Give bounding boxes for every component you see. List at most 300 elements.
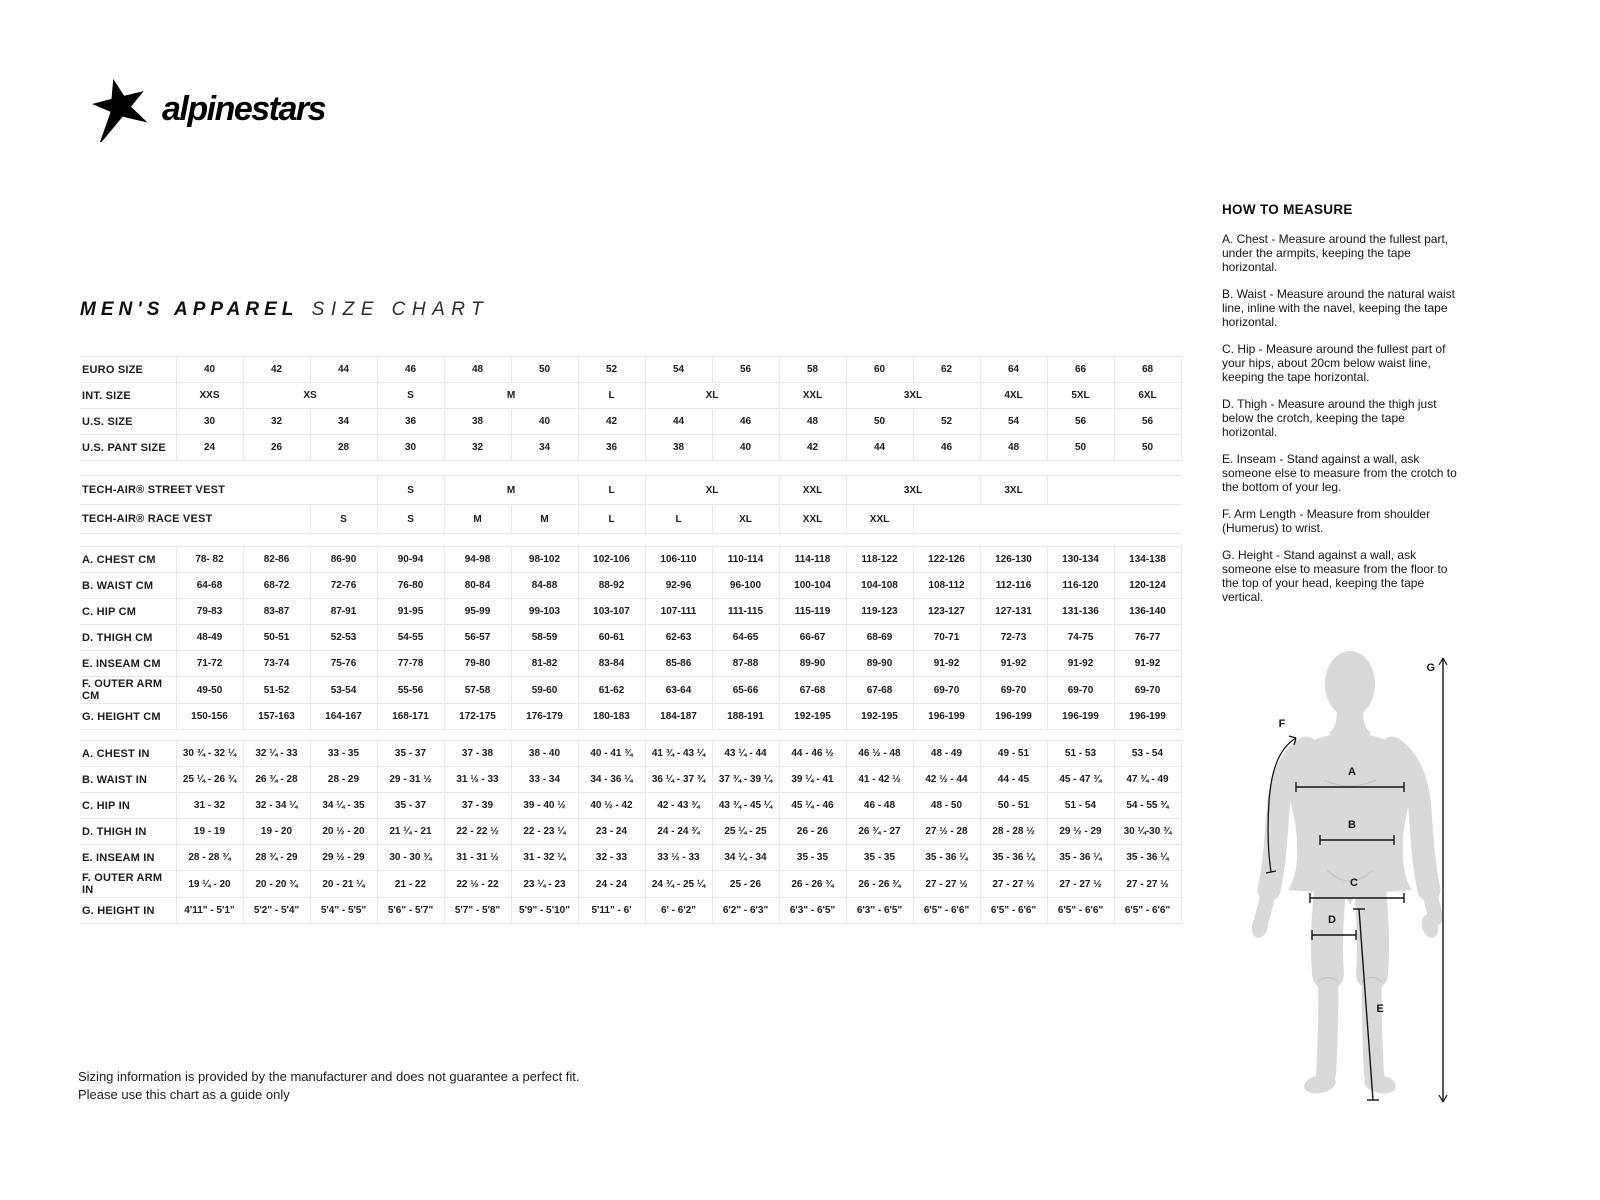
- size-cell: 69-70: [980, 677, 1047, 704]
- how-to-measure-item: A. Chest - Measure around the fullest part, under the armpits, keeping the tape horizontal.: [1222, 232, 1449, 274]
- size-cell: 83-87: [243, 599, 310, 625]
- size-cell: 48 - 50: [913, 793, 980, 819]
- size-cell: 56-57: [444, 625, 511, 651]
- size-cell: 91-92: [1114, 651, 1181, 677]
- size-cell: 66: [1047, 357, 1114, 383]
- size-cell: 127-131: [980, 599, 1047, 625]
- size-cell: 196-199: [913, 704, 980, 730]
- size-cell: 23 ¼ - 23: [511, 871, 578, 898]
- size-cell: 90-94: [377, 547, 444, 573]
- size-cell: 22 ½ - 22: [444, 871, 511, 898]
- how-to-measure-panel: [1222, 202, 1459, 617]
- footer-line-1: Sizing information is provided by the manufacturer and does not guarantee a perfect fit.: [78, 1069, 580, 1084]
- size-cell: 73-74: [243, 651, 310, 677]
- size-cell: S: [377, 383, 444, 409]
- size-cell: 44: [846, 435, 913, 461]
- inseam-label: E: [1376, 1003, 1384, 1015]
- size-cell: 26: [243, 435, 310, 461]
- row-label: TECH-AIR® RACE VEST: [80, 505, 310, 534]
- size-cell: 50: [511, 357, 578, 383]
- how-to-measure-item: D. Thigh - Measure around the thigh just below the crotch, keeping the tape horizontal.: [1222, 397, 1437, 439]
- size-cell: 25 ¼ - 26 ¾: [176, 767, 243, 793]
- size-cell: 77-78: [377, 651, 444, 677]
- size-cell: 42 ½ - 44: [913, 767, 980, 793]
- size-cell: 102-106: [578, 547, 645, 573]
- size-cell: 26 ¾ - 28: [243, 767, 310, 793]
- size-cell: XL: [645, 476, 779, 505]
- size-cell: 44 - 45: [980, 767, 1047, 793]
- size-cell: 188-191: [712, 704, 779, 730]
- size-cell: 50: [1047, 435, 1114, 461]
- size-cell: M: [511, 505, 578, 534]
- size-cell: 48 - 49: [913, 741, 980, 767]
- size-cell: 25 ¼ - 25: [712, 819, 779, 845]
- size-cell: 196-199: [980, 704, 1047, 730]
- size-cell: 26 ¾ - 27: [846, 819, 913, 845]
- size-cell: 94-98: [444, 547, 511, 573]
- size-cell: 42: [243, 357, 310, 383]
- size-cell: XXL: [779, 383, 846, 409]
- row-label: B. WAIST IN: [80, 767, 176, 793]
- size-cell: 40: [176, 357, 243, 383]
- size-cell: 37 - 39: [444, 793, 511, 819]
- size-cell: 5'7" - 5'8": [444, 898, 511, 924]
- size-cell: 34 - 36 ¼: [578, 767, 645, 793]
- table-row: [80, 505, 1181, 534]
- size-cell: 21 - 22: [377, 871, 444, 898]
- thigh-label: D: [1328, 914, 1336, 926]
- size-cell: 26 - 26 ¾: [846, 871, 913, 898]
- size-cell: 34 ¼ - 35: [310, 793, 377, 819]
- size-cell: 53 - 54: [1114, 741, 1181, 767]
- size-cell: 64-65: [712, 625, 779, 651]
- size-cell: 100-104: [779, 573, 846, 599]
- size-cell: 5'11" - 6': [578, 898, 645, 924]
- size-cell: 32 - 33: [578, 845, 645, 871]
- size-cell: 79-80: [444, 651, 511, 677]
- size-cell: 33 - 34: [511, 767, 578, 793]
- size-cell: 35 - 36 ¼: [1047, 845, 1114, 871]
- size-cell: 68-69: [846, 625, 913, 651]
- size-cell: 69-70: [913, 677, 980, 704]
- size-cell: 54-55: [377, 625, 444, 651]
- table-row: [80, 625, 1181, 651]
- size-cell: 83-84: [578, 651, 645, 677]
- size-cell: 23 - 24: [578, 819, 645, 845]
- size-cell: 42: [578, 409, 645, 435]
- size-cell: 53-54: [310, 677, 377, 704]
- table-row: [80, 677, 1181, 704]
- size-cell: 46 - 48: [846, 793, 913, 819]
- size-cell: 44: [645, 409, 712, 435]
- size-cell: 91-92: [980, 651, 1047, 677]
- size-cell: 58: [779, 357, 846, 383]
- size-cell: 5'6" - 5'7": [377, 898, 444, 924]
- size-cell: 6'5" - 6'6": [913, 898, 980, 924]
- size-cell: 38: [444, 409, 511, 435]
- size-cell: XL: [712, 505, 779, 534]
- chest-label: A: [1348, 766, 1356, 778]
- table-row: [80, 871, 1181, 898]
- size-cell: 49-50: [176, 677, 243, 704]
- size-cell: 196-199: [1047, 704, 1114, 730]
- size-cell: L: [578, 505, 645, 534]
- size-cell: 62-63: [645, 625, 712, 651]
- size-cell: 60-61: [578, 625, 645, 651]
- size-cell: 63-64: [645, 677, 712, 704]
- size-cell: 41 ¾ - 43 ¼: [645, 741, 712, 767]
- size-cell: [1047, 476, 1181, 505]
- size-cell: XS: [243, 383, 377, 409]
- size-cell: 26 - 26: [779, 819, 846, 845]
- size-table-inches: [80, 740, 1182, 924]
- row-label: INT. SIZE: [80, 383, 176, 409]
- row-label: G. HEIGHT CM: [80, 704, 176, 730]
- arm-length-label: F: [1278, 718, 1286, 730]
- size-cell: 35 - 35: [846, 845, 913, 871]
- row-label: U.S. SIZE: [80, 409, 176, 435]
- size-cell: M: [444, 383, 578, 409]
- size-cell: 3XL: [846, 476, 980, 505]
- row-label: TECH-AIR® STREET VEST: [80, 476, 377, 505]
- size-cell: 60: [846, 357, 913, 383]
- size-cell: 35 - 37: [377, 741, 444, 767]
- size-cell: 41 - 42 ½: [846, 767, 913, 793]
- size-cell: 86-90: [310, 547, 377, 573]
- size-cell: 46 ½ - 48: [846, 741, 913, 767]
- size-cell: 40: [511, 409, 578, 435]
- size-cell: 36 ¼ - 37 ¾: [645, 767, 712, 793]
- size-cell: 64: [980, 357, 1047, 383]
- size-cell: 21 ¼ - 21: [377, 819, 444, 845]
- size-cell: 95-99: [444, 599, 511, 625]
- table-row: [80, 819, 1181, 845]
- size-cell: 39 - 40 ½: [511, 793, 578, 819]
- size-cell: 5'9" - 5'10": [511, 898, 578, 924]
- size-cell: 131-136: [1047, 599, 1114, 625]
- table-row: [80, 845, 1181, 871]
- row-label: A. CHEST CM: [80, 547, 176, 573]
- size-cell: 76-77: [1114, 625, 1181, 651]
- size-cell: 6'5" - 6'6": [980, 898, 1047, 924]
- size-cell: 6'5" - 6'6": [1114, 898, 1181, 924]
- size-cell: 49 - 51: [980, 741, 1047, 767]
- size-cell: 184-187: [645, 704, 712, 730]
- table-row: [80, 767, 1181, 793]
- size-cell: XXL: [779, 476, 846, 505]
- size-cell: 30 ¼-30 ¾: [1114, 819, 1181, 845]
- size-cell: 54 - 55 ¾: [1114, 793, 1181, 819]
- size-cell: 43 ¾ - 45 ¼: [712, 793, 779, 819]
- size-cell: 37 - 38: [444, 741, 511, 767]
- size-cell: 5'4" - 5'5": [310, 898, 377, 924]
- size-cell: 48-49: [176, 625, 243, 651]
- size-cell: 37 ¾ - 39 ¼: [712, 767, 779, 793]
- table-row: [80, 599, 1181, 625]
- size-cell: 20 - 20 ¾: [243, 871, 310, 898]
- size-cell: 36: [578, 435, 645, 461]
- row-label: U.S. PANT SIZE: [80, 435, 176, 461]
- height-label: G: [1426, 662, 1435, 674]
- size-cell: 28: [310, 435, 377, 461]
- size-cell: 56: [712, 357, 779, 383]
- size-cell: 61-62: [578, 677, 645, 704]
- size-cell: 6'3" - 6'5": [779, 898, 846, 924]
- how-to-measure-item: G. Height - Stand against a wall, ask someone else to measure from the floor to the top of your head, keeping the tape vertical.: [1222, 548, 1448, 604]
- size-cell: 52-53: [310, 625, 377, 651]
- table-row: [80, 898, 1181, 924]
- size-cell: 22 - 22 ½: [444, 819, 511, 845]
- size-cell: 20 - 21 ¼: [310, 871, 377, 898]
- how-to-measure-items: [1222, 232, 1459, 604]
- size-cell: 107-111: [645, 599, 712, 625]
- row-label: EURO SIZE: [80, 357, 176, 383]
- size-cell: 112-116: [980, 573, 1047, 599]
- size-cell: 31 ½ - 33: [444, 767, 511, 793]
- size-cell: 62: [913, 357, 980, 383]
- size-cell: 48: [980, 435, 1047, 461]
- size-cell: 71-72: [176, 651, 243, 677]
- size-cell: 114-118: [779, 547, 846, 573]
- size-cell: 30 - 30 ¾: [377, 845, 444, 871]
- size-cell: 28 - 28 ½: [980, 819, 1047, 845]
- size-cell: S: [310, 505, 377, 534]
- size-cell: 157-163: [243, 704, 310, 730]
- size-cell: 58-59: [511, 625, 578, 651]
- size-cell: 42: [779, 435, 846, 461]
- size-cell: 176-179: [511, 704, 578, 730]
- size-cell: 45 ¼ - 46: [779, 793, 846, 819]
- size-cell: XXL: [779, 505, 846, 534]
- size-cell: 79-83: [176, 599, 243, 625]
- how-to-measure-title: HOW TO MEASURE: [1222, 202, 1353, 217]
- size-cell: 6'3" - 6'5": [846, 898, 913, 924]
- table-row: [80, 435, 1181, 461]
- size-cell: 34: [310, 409, 377, 435]
- row-label: E. INSEAM IN: [80, 845, 176, 871]
- size-cell: 35 - 35: [779, 845, 846, 871]
- size-cell: 32 ¼ - 33: [243, 741, 310, 767]
- size-cell: 44: [310, 357, 377, 383]
- size-cell: 104-108: [846, 573, 913, 599]
- hip-label: C: [1350, 877, 1358, 889]
- row-label: F. OUTER ARM IN: [80, 871, 176, 898]
- waist-label: B: [1348, 819, 1356, 831]
- row-label: E. INSEAM CM: [80, 651, 176, 677]
- size-cell: 87-88: [712, 651, 779, 677]
- size-cell: 34: [511, 435, 578, 461]
- size-cell: 136-140: [1114, 599, 1181, 625]
- row-label: D. THIGH CM: [80, 625, 176, 651]
- size-cell: 111-115: [712, 599, 779, 625]
- size-cell: 31 - 31 ½: [444, 845, 511, 871]
- size-cell: 98-102: [511, 547, 578, 573]
- size-cell: 110-114: [712, 547, 779, 573]
- size-cell: 80-84: [444, 573, 511, 599]
- size-cell: 103-107: [578, 599, 645, 625]
- size-cell: 115-119: [779, 599, 846, 625]
- size-cell: 72-76: [310, 573, 377, 599]
- size-cell: 6' - 6'2": [645, 898, 712, 924]
- size-cell: 40 - 41 ¾: [578, 741, 645, 767]
- row-label: A. CHEST IN: [80, 741, 176, 767]
- size-cell: 32: [444, 435, 511, 461]
- how-to-measure-item: E. Inseam - Stand against a wall, ask someone else to measure from the crotch to the bottom of your leg.: [1222, 452, 1457, 494]
- size-cell: 92-96: [645, 573, 712, 599]
- size-cell: 192-195: [779, 704, 846, 730]
- size-cell: 29 - 31 ½: [377, 767, 444, 793]
- size-cell: 57-58: [444, 677, 511, 704]
- row-label: B. WAIST CM: [80, 573, 176, 599]
- size-cell: 67-68: [846, 677, 913, 704]
- size-cell: 35 - 36 ¼: [913, 845, 980, 871]
- size-cell: M: [444, 476, 578, 505]
- size-cell: 48: [444, 357, 511, 383]
- size-cell: 89-90: [846, 651, 913, 677]
- size-cell: S: [377, 505, 444, 534]
- row-label: C. HIP CM: [80, 599, 176, 625]
- size-cell: 30: [176, 409, 243, 435]
- footer-note: [78, 1068, 580, 1104]
- table-row: [80, 741, 1181, 767]
- size-cell: 34 ¼ - 34: [712, 845, 779, 871]
- size-cell: 54: [645, 357, 712, 383]
- size-cell: 3XL: [980, 476, 1047, 505]
- size-cell: 4'11" - 5'1": [176, 898, 243, 924]
- size-cell: 122-126: [913, 547, 980, 573]
- size-cell: 116-120: [1047, 573, 1114, 599]
- size-cell: 22 - 23 ¼: [511, 819, 578, 845]
- size-chart: [80, 356, 1181, 924]
- size-cell: 28 - 29: [310, 767, 377, 793]
- size-cell: 5'2" - 5'4": [243, 898, 310, 924]
- size-cell: 27 - 27 ½: [980, 871, 1047, 898]
- size-cell: 28 ¾ - 29: [243, 845, 310, 871]
- size-cell: 20 ½ - 20: [310, 819, 377, 845]
- size-cell: 39 ¼ - 41: [779, 767, 846, 793]
- size-cell: 72-73: [980, 625, 1047, 651]
- size-cell: 120-124: [1114, 573, 1181, 599]
- table-row: [80, 547, 1181, 573]
- size-cell: 51-52: [243, 677, 310, 704]
- size-cell: 134-138: [1114, 547, 1181, 573]
- size-cell: 40: [712, 435, 779, 461]
- size-cell: 19 - 19: [176, 819, 243, 845]
- size-cell: XXL: [846, 505, 913, 534]
- size-cell: 31 - 32: [176, 793, 243, 819]
- size-cell: 70-71: [913, 625, 980, 651]
- size-cell: 84-88: [511, 573, 578, 599]
- table-row: [80, 651, 1181, 677]
- size-cell: S: [377, 476, 444, 505]
- size-cell: 50: [1114, 435, 1181, 461]
- size-cell: 126-130: [980, 547, 1047, 573]
- size-cell: 75-76: [310, 651, 377, 677]
- size-cell: [913, 505, 1181, 534]
- size-cell: 35 - 36 ¼: [980, 845, 1047, 871]
- size-cell: 52: [578, 357, 645, 383]
- size-cell: XL: [645, 383, 779, 409]
- size-cell: 3XL: [846, 383, 980, 409]
- size-cell: 31 - 32 ¼: [511, 845, 578, 871]
- size-cell: 91-92: [1047, 651, 1114, 677]
- row-label: C. HIP IN: [80, 793, 176, 819]
- size-cell: 119-123: [846, 599, 913, 625]
- size-cell: 68-72: [243, 573, 310, 599]
- size-cell: 81-82: [511, 651, 578, 677]
- alpinestars-wordmark: alpinestars: [162, 90, 326, 128]
- size-cell: 89-90: [779, 651, 846, 677]
- page-title-primary: MEN'S APPAREL: [80, 299, 299, 320]
- size-cell: 96-100: [712, 573, 779, 599]
- size-cell: 47 ¾ - 49: [1114, 767, 1181, 793]
- size-cell: 4XL: [980, 383, 1047, 409]
- size-cell: 35 - 36 ¼: [1114, 845, 1181, 871]
- page-title-secondary: SIZE CHART: [311, 299, 490, 320]
- how-to-measure-item: F. Arm Length - Measure from shoulder (Humerus) to wrist.: [1222, 507, 1431, 535]
- size-cell: 43 ¼ - 44: [712, 741, 779, 767]
- size-cell: 74-75: [1047, 625, 1114, 651]
- size-cell: 46: [913, 435, 980, 461]
- size-cell: 91-95: [377, 599, 444, 625]
- table-row: [80, 704, 1181, 730]
- size-cell: M: [444, 505, 511, 534]
- size-cell: 27 - 27 ½: [1047, 871, 1114, 898]
- size-cell: 5XL: [1047, 383, 1114, 409]
- size-cell: 38: [645, 435, 712, 461]
- size-cell: 29 ½ - 29: [310, 845, 377, 871]
- table-row: [80, 383, 1181, 409]
- size-cell: 51 - 54: [1047, 793, 1114, 819]
- size-cell: 91-92: [913, 651, 980, 677]
- size-cell: 24: [176, 435, 243, 461]
- size-table-cm: [80, 546, 1182, 730]
- how-to-measure-item: C. Hip - Measure around the fullest part of your hips, about 20cm below waist line, keeping the tape horizontal.: [1222, 342, 1446, 384]
- alpinestars-logo: [78, 76, 358, 142]
- size-cell: L: [578, 383, 645, 409]
- size-cell: 68: [1114, 357, 1181, 383]
- size-cell: 30 ¾ - 32 ¼: [176, 741, 243, 767]
- size-cell: 6'2" - 6'3": [712, 898, 779, 924]
- size-cell: 32: [243, 409, 310, 435]
- size-cell: 32 - 34 ¼: [243, 793, 310, 819]
- size-cell: 150-156: [176, 704, 243, 730]
- size-cell: 28 - 28 ¾: [176, 845, 243, 871]
- size-cell: 26 - 26 ¾: [779, 871, 846, 898]
- size-cell: 30: [377, 435, 444, 461]
- how-to-measure-item: B. Waist - Measure around the natural waist line, inline with the navel, keeping the tape horizontal.: [1222, 287, 1455, 329]
- size-cell: 38 - 40: [511, 741, 578, 767]
- size-cell: 69-70: [1114, 677, 1181, 704]
- size-cell: XXS: [176, 383, 243, 409]
- size-cell: 27 - 27 ½: [913, 871, 980, 898]
- size-cell: 46: [712, 409, 779, 435]
- size-cell: 55-56: [377, 677, 444, 704]
- size-cell: 36: [377, 409, 444, 435]
- size-cell: 196-199: [1114, 704, 1181, 730]
- row-label: D. THIGH IN: [80, 819, 176, 845]
- size-cell: L: [645, 505, 712, 534]
- size-cell: 172-175: [444, 704, 511, 730]
- size-cell: 27 - 27 ½: [1114, 871, 1181, 898]
- size-cell: 69-70: [1047, 677, 1114, 704]
- size-cell: 180-183: [578, 704, 645, 730]
- size-cell: 25 - 26: [712, 871, 779, 898]
- size-cell: 6XL: [1114, 383, 1181, 409]
- table-row: [80, 476, 1181, 505]
- size-table-techair: [80, 475, 1181, 534]
- size-cell: 78- 82: [176, 547, 243, 573]
